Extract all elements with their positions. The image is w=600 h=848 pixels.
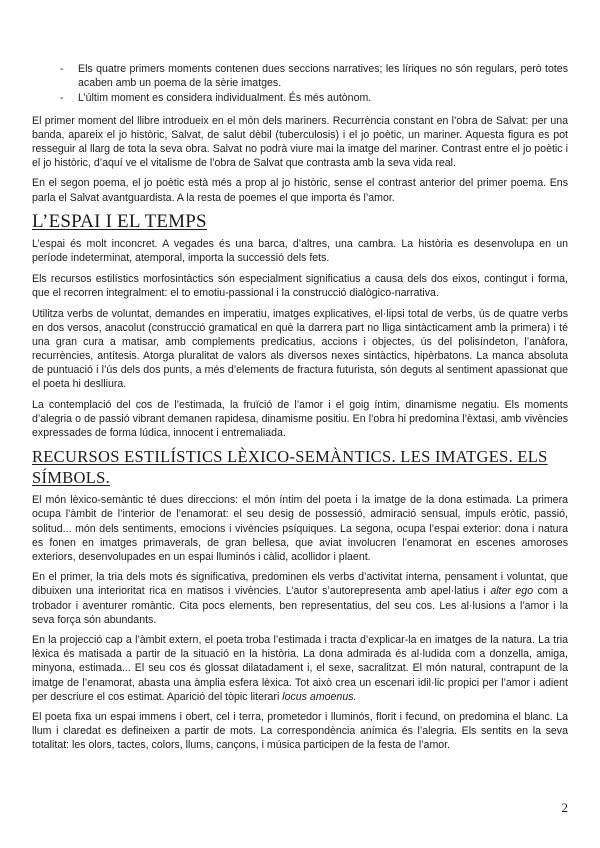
paragraph	[32, 570, 568, 626]
paragraph: El primer moment del llibre introdueix en el món dels mariners. Recurrència constant en l’obra de Salvat: per una banda, apareix el jo històric, Salvat, de salut dèbil (tuberculosis) i el jo poètic, un mariner. Aquesta figura es pot resseguir al llarg de tota la seva obra. Salvat no podrà viure mai la imatge del mariner. Contrast entre el jo poètic i el jo històric, d’aquí ve el vitalisme de l’obra de Salvat que contrasta amb la seva vida real.	[32, 114, 568, 169]
text-run: com a trobador i aventurer romàntic. Cita pocs elements, ben representatius, del seu cos. Les al·lusions a l’amor i la seva força són abundants.	[32, 585, 568, 626]
dash-marker: -	[60, 63, 64, 75]
bullet-list	[32, 62, 568, 106]
paragraph: L’espai és molt inconcret. A vegades és una barca, d’altres, una cambra. La història es desenvolupa en un període indeterminat, atemporal, importa la successió dels fets.	[32, 238, 568, 265]
italic-term: locus amoenus.	[282, 690, 357, 703]
list-item-text: L’últim moment es considera individualment. És més autònom.	[78, 92, 372, 105]
italic-term: alter ego	[490, 585, 534, 598]
heading-line-1: RECURSOS ESTILÍSTICS LÈXICO-SEMÀNTICS. LES IMATGES. ELS	[32, 447, 548, 467]
section-heading-recursos	[32, 446, 568, 488]
list-item	[32, 62, 568, 90]
paragraph: En el segon poema, el jo poètic està més a prop al jo històric, sense el contrast anterior del primer poema. Ens parla el Salvat avantguardista. A la resta de poemes el que importa és l’amor.	[32, 177, 568, 204]
dash-marker: -	[60, 92, 64, 105]
paragraph	[32, 633, 568, 703]
heading-line-2: SÍMBOLS.	[32, 468, 111, 488]
paragraph: El món lèxico-semàntic té dues direccions: el món íntim del poeta i la imatge de la dona estimada. La primera ocupa l’àmbit de l’interior de l’enamorat: el seu desig de possessió, admiració sensual, impuls eròtic, passió, solitud... món dels sentiments, emocions i vivències psíquiques. La segona, ocupa l’espai exterior: dona i natura es fonen en imatges primaverals, de gran bellesa, que aviat involucren l’enamorat en escenes amoroses exteriors, desenvolupades en un espai lluminós i càlid, acollidor i plaent.	[32, 494, 568, 563]
list-item-text: Els quatre primers moments contenen dues seccions narratives; les líriques no són regulars, però totes acaben amb un poema de la sèrie imatges.	[78, 63, 568, 90]
list-item	[32, 91, 568, 105]
paragraph: El poeta fixa un espai immens i obert, cel i terra, prometedor i lluminós, florit i fecund, on predomina el blanc. La llum i claredat es defineixen a partir de mots. La correspondència anímica és l’alegria. Els sentits en la seva totalitat: les olors, tactes, colors, llums, cançons, i música participen de la festa de l’amor.	[32, 711, 568, 752]
paragraph: La contemplació del cos de l’estimada, la fruïció de l’amor i el goig íntim, dinamisme negatiu. Els moments d’alegria o de passió vibrant demanen rapidesa, dinamisme positiu. En l’obra hi predomina l’èxtasi, amb vivències expressades de forma lúdica, innocent i entremaliada.	[32, 398, 568, 439]
text-run: En la projecció cap a l’àmbit extern, el poeta troba l’estimada i tracta d’explicar-la en imatges de la natura. La tria lèxica és matisada a partir de la situació en la història. La dona admirada és al·ludida com a donzella, amiga, minyona, estimada... El seu cos és glossat dilatadament i, el sexe, sacralitzat. El món natural, contrapunt de la imatge de l’enamorat, abasta una àmplia esfera lèxica. Tot això crea un escenari idil·lic propici per l’amor i adient per descriure el cos estimat. Aparició del tòpic literari	[32, 634, 568, 703]
page-number: 2	[561, 800, 568, 815]
text-run: En el primer, la tria dels mots és significativa, predominen els verbs d’activitat interna, pensament i voluntat, que dibuixen una interioritat rica en matisos i vivències. L’autor s’autorepresenta amb apel·latius i	[32, 571, 568, 598]
paragraph: Els recursos estilístics morfosintàctics són especialment significatius a causa dels dos eixos, contingut i forma, que el recorren integralment: el to emotiu-passional i la construcció dialògico-narrativa.	[32, 272, 568, 299]
paragraph: Utilitza verbs de voluntat, demandes en imperatiu, imatges explicatives, el·lipsi total de verbs, ús de quatre verbs en dos versos, anacolut (construcció gramatical en què la darrera part no lliga sintàcticament amb la primera) i té una gran cura a matisar, amb complements predicatius, accions i objectes, ús del polisíndeton, l’anàfora, recurrències, antítesis. Atorga pluralitat de valors als diversos nexes sintàctics, hipèrbatons. La manca absoluta de puntuació i l’ús dels dos punts, a més d’elements de fractura futurista, són deguts al sentiment apassionat que el poeta hi deslliura.	[32, 307, 568, 391]
section-heading-espai-temps: L’ESPAI I EL TEMPS	[32, 211, 207, 233]
